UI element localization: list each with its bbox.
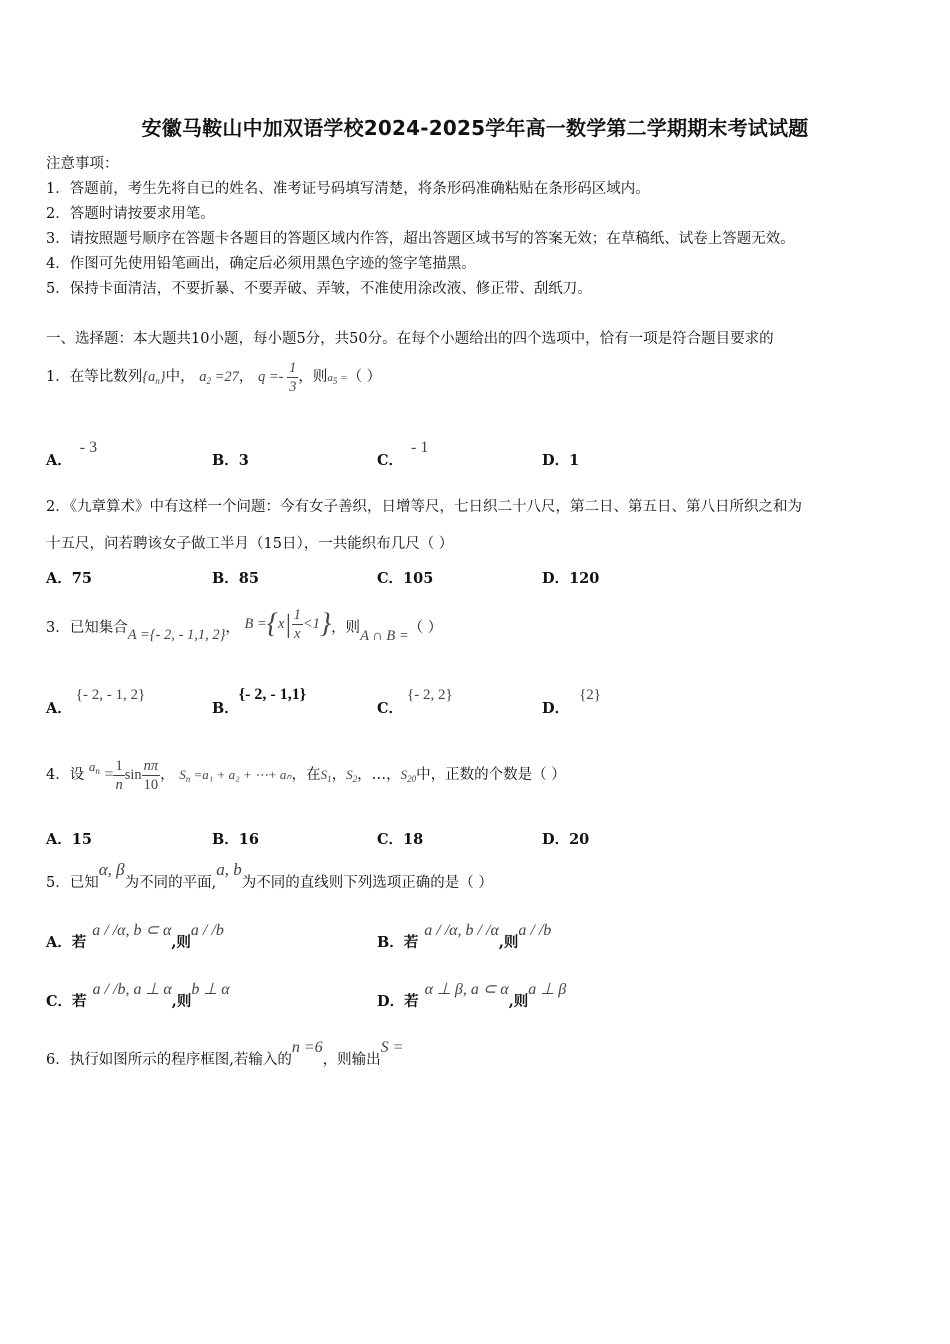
math-planes: α, β [98, 860, 125, 879]
q3-option-d[interactable]: D．{2} [542, 687, 601, 717]
q4-option-b[interactable]: B．16 [212, 831, 259, 848]
q4-option-c[interactable]: C．18 [377, 831, 424, 848]
section-heading: 一、选择题：本大题共10小题，每小题5分，共50分。在每个小题给出的四个选项中，恰有一项是符合题目要求的 [46, 331, 774, 347]
q1-option-a[interactable]: A．- 3 [46, 439, 98, 469]
math-n: n =6 [291, 1039, 323, 1056]
math-s: S = [380, 1039, 404, 1056]
math-set-a: A ={- 2, - 1,1, 2} [127, 627, 226, 643]
math-sn: $S_n =a_1 + a_2$ + ⋯+ aₙ [179, 767, 292, 784]
q2-option-b[interactable]: B．85 [212, 570, 259, 587]
math-set-b: B ={x| $\frac{1}{x}$ <1} [244, 607, 332, 643]
question-5: 5．已知α, β为不同的平面,a, b为不同的直线则下列选项正确的是（ ） [46, 860, 493, 891]
question-text: 在等比数列 [69, 369, 143, 385]
note-item: 5．保持卡面清洁，不要折暴、不要弄破、弄皱，不准使用涂改液、修正带、刮纸刀。 [46, 281, 592, 297]
math-a2: $a_2 =27$ [199, 369, 239, 386]
q2-option-a[interactable]: A．75 [46, 570, 92, 587]
notes-heading: 注意事项： [46, 156, 119, 172]
question-2-line2: 十五尺，问若聘该女子做工半月（15日），一共能织布几尺（ ） [46, 536, 454, 552]
q5-option-c[interactable]: C．若a / /b, a ⊥ α,则b ⊥ α [46, 981, 230, 1010]
question-4: 4．设 $a_n$ = $\frac{1}{n}$ sin $\frac{n\pi}{10}$ ， $S_n =a_1 + a_2$ + ⋯+ aₙ，在$S_1$，$S_2$，…，$S_{20}$中，正数的个数是（ ） [46, 757, 566, 793]
q5-option-d[interactable]: D．若α ⊥ β, a ⊂ α,则a ⊥ β [377, 981, 567, 1010]
math-fraction: $\frac{n\pi}{10}$ [143, 757, 159, 793]
q2-option-c[interactable]: C．105 [377, 570, 434, 587]
math-q: q =- $\frac{1}{3}$ [258, 360, 297, 396]
q1-option-d[interactable]: D．1 [542, 452, 580, 469]
math-lines: a, b [216, 860, 242, 879]
q2-option-d[interactable]: D．120 [542, 570, 600, 587]
q3-option-b[interactable]: B．{- 2, - 1,1} [212, 686, 307, 717]
q1-option-b[interactable]: B．3 [212, 452, 249, 469]
note-item: 3．请按照题号顺序在答题卡各题目的答题区域内作答，超出答题区域书写的答案无效；在草稿纸、试卷上答题无效。 [46, 231, 795, 247]
question-6: 6．执行如图所示的程序框图,若输入的n =6，则输出S = [46, 1039, 404, 1068]
note-item: 4．作图可先使用铅笔画出，确定后必须用黑色字迹的签字笔描黑。 [46, 256, 476, 272]
q1-option-c[interactable]: C．- 1 [377, 439, 429, 469]
page-title: 安徽马鞍山中加双语学校2024-2025学年高一数学第二学期期末考试试题 [141, 116, 809, 140]
question-2-line1: 2．《九章算术》中有这样一个问题：今有女子善织，日增等尺，七日织二十八尺，第二日、第五日、第八日所织之和为 [46, 499, 802, 515]
q3-option-a[interactable]: A．{- 2, - 1, 2} [46, 687, 146, 717]
q5-option-a[interactable]: A．若a / /α, b ⊂ α,则a / /b [46, 922, 224, 951]
q4-option-a[interactable]: A．15 [46, 831, 92, 848]
math-sequence: $\{a_n\}$ [142, 369, 166, 386]
question-number: 1． [46, 369, 70, 385]
q3-option-c[interactable]: C．{- 2, 2} [377, 687, 453, 717]
question-3: 3．已知集合A ={- 2, - 1,1, 2}， B ={x| $\frac{1}{x}$ <1}，则A ∩ B =（ ） [46, 607, 443, 644]
math-an: $a_n$ [88, 759, 100, 776]
math-intersection: A ∩ B = [360, 628, 409, 644]
math-a5: $a_5$ = [327, 372, 348, 386]
math-fraction: $\frac{1}{n}$ [115, 757, 123, 793]
note-item: 2．答题时请按要求用笔。 [46, 206, 215, 222]
q4-option-d[interactable]: D．20 [542, 831, 590, 848]
q5-option-b[interactable]: B．若a / /α, b / /α,则a / /b [377, 922, 552, 951]
question-1: 1．在等比数列$\{a_n\}$中， $a_2 =27$， q =- $\frac{1}{3}$ ，则$a_5$ =（ ） [46, 360, 382, 396]
note-item: 1．答题前，考生先将自已的姓名、准考证号码填写清楚，将条形码准确粘贴在条形码区域内。 [46, 181, 650, 197]
